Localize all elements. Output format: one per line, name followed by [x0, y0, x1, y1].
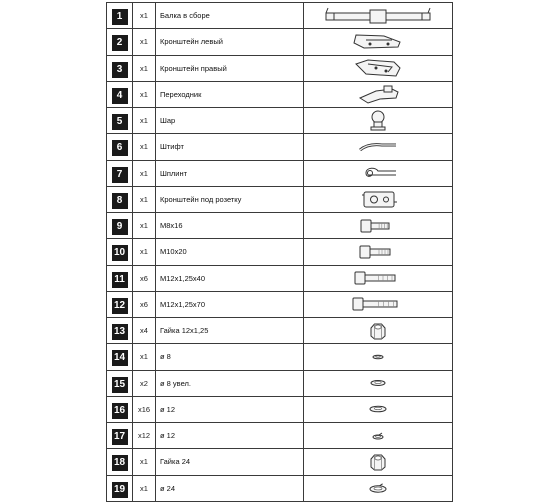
item-quantity: x1: [133, 108, 156, 134]
socket-bracket-icon: [304, 187, 452, 211]
item-image-cell: [304, 449, 453, 475]
item-number-cell: [107, 344, 133, 370]
item-number: 19: [112, 482, 128, 498]
item-image-cell: [304, 265, 453, 291]
item-quantity: x1: [133, 134, 156, 160]
item-image-cell: [304, 213, 453, 239]
item-image-cell: [304, 396, 453, 422]
item-name: M12x1,25x70: [156, 291, 304, 317]
item-image-cell: [304, 134, 453, 160]
item-quantity: x6: [133, 291, 156, 317]
bolt-icon: [304, 214, 452, 238]
item-quantity: x1: [133, 449, 156, 475]
item-name: ø 12: [156, 396, 304, 422]
item-number-cell: [107, 396, 133, 422]
item-name: ø 24: [156, 475, 304, 502]
hex-nut-icon: [304, 319, 452, 343]
item-number-cell: [107, 318, 133, 344]
item-quantity: x16: [133, 396, 156, 422]
adapter-icon: [304, 82, 452, 106]
table-row: [107, 213, 453, 239]
item-name: Кронштейн под розетку: [156, 186, 304, 212]
parts-list-table: [106, 2, 453, 502]
item-number: 17: [112, 429, 128, 445]
table-row: [107, 55, 453, 81]
item-quantity: x1: [133, 475, 156, 502]
item-quantity: x6: [133, 265, 156, 291]
table-row: [107, 3, 453, 29]
table-row: [107, 449, 453, 475]
item-name: Штифт: [156, 134, 304, 160]
item-name: ø 12: [156, 423, 304, 449]
table-row: [107, 160, 453, 186]
item-name: Кронштейн левый: [156, 29, 304, 55]
item-quantity: x1: [133, 239, 156, 265]
item-number-cell: [107, 55, 133, 81]
item-number-cell: [107, 239, 133, 265]
item-name: M10x20: [156, 239, 304, 265]
item-number: 1: [112, 9, 128, 25]
spring-washer-icon: [304, 424, 452, 448]
item-quantity: x4: [133, 318, 156, 344]
table-row: [107, 370, 453, 396]
item-number: 16: [112, 403, 128, 419]
right-bracket-icon: [304, 56, 452, 80]
item-number-cell: [107, 81, 133, 107]
item-number: 13: [112, 324, 128, 340]
item-name: Балка в сборе: [156, 3, 304, 29]
item-number-cell: [107, 213, 133, 239]
table-row: [107, 291, 453, 317]
item-number: 10: [112, 245, 128, 261]
hex-nut-icon: [304, 450, 452, 474]
item-image-cell: [304, 475, 453, 502]
table-row: [107, 239, 453, 265]
parts-list-body: [107, 3, 453, 502]
item-quantity: x1: [133, 344, 156, 370]
item-number-cell: [107, 108, 133, 134]
item-number-cell: [107, 3, 133, 29]
item-name: Переходник: [156, 81, 304, 107]
item-number-cell: [107, 29, 133, 55]
item-number: 11: [112, 272, 128, 288]
item-image-cell: [304, 344, 453, 370]
item-image-cell: [304, 160, 453, 186]
item-number-cell: [107, 291, 133, 317]
item-number: 14: [112, 350, 128, 366]
item-image-cell: [304, 3, 453, 29]
item-name: M8x16: [156, 213, 304, 239]
spring-washer-icon: [304, 476, 452, 500]
table-row: [107, 475, 453, 502]
table-row: [107, 108, 453, 134]
tow-ball-icon: [304, 109, 452, 133]
table-row: [107, 396, 453, 422]
table-row: [107, 186, 453, 212]
item-number-cell: [107, 370, 133, 396]
hitch-beam-icon: [304, 4, 452, 28]
table-row: [107, 423, 453, 449]
washer-icon: [304, 371, 452, 395]
item-number: 12: [112, 298, 128, 314]
item-quantity: x1: [133, 213, 156, 239]
table-row: [107, 318, 453, 344]
item-name: Гайка 12x1,25: [156, 318, 304, 344]
item-image-cell: [304, 108, 453, 134]
table-row: [107, 81, 453, 107]
item-quantity: x1: [133, 186, 156, 212]
item-quantity: x12: [133, 423, 156, 449]
item-number: 7: [112, 167, 128, 183]
item-number-cell: [107, 186, 133, 212]
item-number: 4: [112, 88, 128, 104]
item-name: M12x1,25x40: [156, 265, 304, 291]
item-image-cell: [304, 318, 453, 344]
item-number-cell: [107, 160, 133, 186]
item-quantity: x1: [133, 81, 156, 107]
table-row: [107, 265, 453, 291]
washer-icon: [304, 397, 452, 421]
item-number: 15: [112, 377, 128, 393]
item-number: 8: [112, 193, 128, 209]
item-name: Гайка 24: [156, 449, 304, 475]
item-number: 2: [112, 35, 128, 51]
pin-icon: [304, 135, 452, 159]
item-image-cell: [304, 55, 453, 81]
item-name: ø 8: [156, 344, 304, 370]
item-quantity: x1: [133, 55, 156, 81]
item-name: Шплинт: [156, 160, 304, 186]
item-number: 5: [112, 114, 128, 130]
item-name: ø 8 увел.: [156, 370, 304, 396]
bolt-icon: [304, 240, 452, 264]
table-row: [107, 134, 453, 160]
item-number-cell: [107, 265, 133, 291]
item-image-cell: [304, 81, 453, 107]
item-number-cell: [107, 423, 133, 449]
item-image-cell: [304, 291, 453, 317]
cotter-pin-icon: [304, 161, 452, 185]
item-quantity: x1: [133, 3, 156, 29]
item-number: 6: [112, 140, 128, 156]
bolt-icon: [304, 266, 452, 290]
item-image-cell: [304, 370, 453, 396]
item-number-cell: [107, 475, 133, 502]
item-number: 18: [112, 455, 128, 471]
table-row: [107, 29, 453, 55]
item-name: Шар: [156, 108, 304, 134]
item-quantity: x1: [133, 29, 156, 55]
item-image-cell: [304, 239, 453, 265]
item-number-cell: [107, 449, 133, 475]
item-name: Кронштейн правый: [156, 55, 304, 81]
item-quantity: x1: [133, 160, 156, 186]
item-image-cell: [304, 186, 453, 212]
washer-icon: [304, 345, 452, 369]
item-image-cell: [304, 423, 453, 449]
item-number: 9: [112, 219, 128, 235]
bolt-icon: [304, 292, 452, 316]
left-bracket-icon: [304, 30, 452, 54]
item-number-cell: [107, 134, 133, 160]
table-row: [107, 344, 453, 370]
item-quantity: x2: [133, 370, 156, 396]
item-number: 3: [112, 62, 128, 78]
item-image-cell: [304, 29, 453, 55]
